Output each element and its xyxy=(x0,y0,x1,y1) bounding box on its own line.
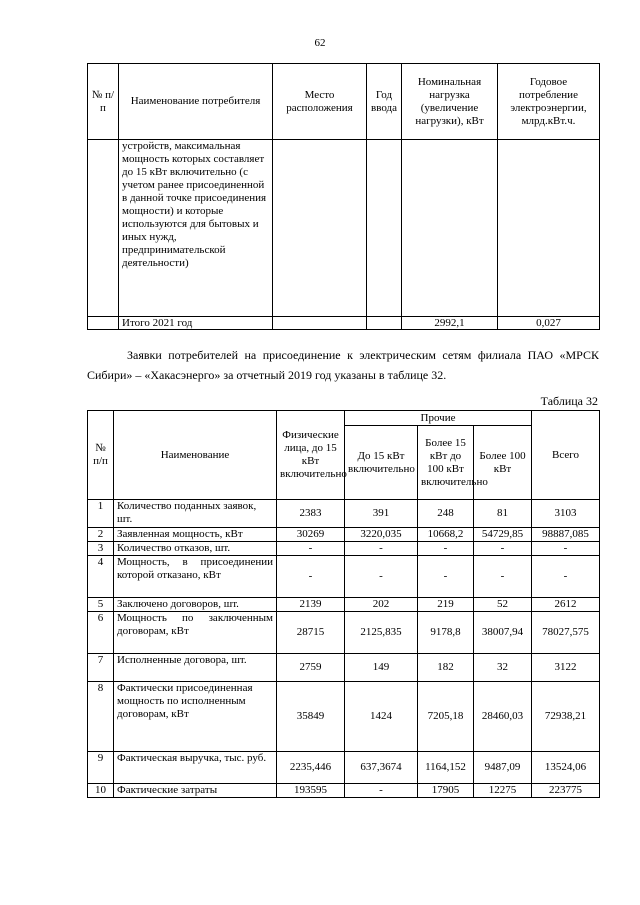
row-name: Фактические затраты xyxy=(114,784,277,798)
table-caption: Таблица 32 xyxy=(540,394,598,408)
row-total: 98887,085 xyxy=(532,528,600,542)
table-row xyxy=(88,500,600,528)
row-total: 78027,575 xyxy=(532,612,600,654)
cell-consumption xyxy=(498,140,600,317)
table-header-row xyxy=(88,411,600,426)
row-total: 3103 xyxy=(532,500,600,528)
header-consumer-name: Наименование потребителя xyxy=(119,64,273,140)
row-upto-15: - xyxy=(345,556,418,598)
row-upto-15: 149 xyxy=(345,654,418,682)
row-total: - xyxy=(532,542,600,556)
applications-table xyxy=(87,410,600,798)
row-name: Мощность по заключенным договорам, кВт xyxy=(114,612,277,654)
row-physical: 2759 xyxy=(277,654,345,682)
row-upto-15: - xyxy=(345,542,418,556)
row-total: - xyxy=(532,556,600,598)
row-15-100: 248 xyxy=(418,500,474,528)
row-physical: 2383 xyxy=(277,500,345,528)
row-over-100: 54729,85 xyxy=(474,528,532,542)
total-consumption: 0,027 xyxy=(498,317,600,330)
row-name: Заключено договоров, шт. xyxy=(114,598,277,612)
row-15-100: 182 xyxy=(418,654,474,682)
header-over-100: Более 100 кВт xyxy=(474,426,532,500)
row-total: 3122 xyxy=(532,654,600,682)
row-over-100: - xyxy=(474,556,532,598)
cell-location xyxy=(273,317,367,330)
header-total: Всего xyxy=(532,411,600,500)
row-upto-15: 3220,035 xyxy=(345,528,418,542)
row-upto-15: 202 xyxy=(345,598,418,612)
header-upto-15: До 15 кВт включительно xyxy=(345,426,418,500)
cell-num xyxy=(88,317,119,330)
row-num: 7 xyxy=(88,654,114,682)
header-name: Наименование xyxy=(114,411,277,500)
row-num: 4 xyxy=(88,556,114,598)
row-name: Исполненные договора, шт. xyxy=(114,654,277,682)
row-15-100: 17905 xyxy=(418,784,474,798)
applications-paragraph: Заявки потребителей на присоединение к электрическим сетям филиала ПАО «МРСК Сибири» – «Хакасэнерго» за отчетный 2019 год указаны в таблице 32. xyxy=(87,348,599,382)
row-over-100: - xyxy=(474,542,532,556)
header-num: № п/п xyxy=(88,64,119,140)
table-row xyxy=(88,528,600,542)
header-year: Год ввода xyxy=(367,64,402,140)
row-upto-15: 637,3674 xyxy=(345,752,418,784)
row-name: Количество отказов, шт. xyxy=(114,542,277,556)
row-15-100: 1164,152 xyxy=(418,752,474,784)
header-location: Место расположения xyxy=(273,64,367,140)
table-row xyxy=(88,140,600,317)
row-over-100: 52 xyxy=(474,598,532,612)
row-name: Заявленная мощность, кВт xyxy=(114,528,277,542)
row-15-100: 7205,18 xyxy=(418,682,474,752)
cell-num xyxy=(88,140,119,317)
header-15-100: Более 15 кВт до 100 кВт включительно xyxy=(418,426,474,500)
row-over-100: 32 xyxy=(474,654,532,682)
table-row xyxy=(88,598,600,612)
row-15-100: - xyxy=(418,542,474,556)
row-physical: 35849 xyxy=(277,682,345,752)
row-physical: 30269 xyxy=(277,528,345,542)
table-row xyxy=(88,542,600,556)
cell-year xyxy=(367,140,402,317)
row-over-100: 12275 xyxy=(474,784,532,798)
row-over-100: 38007,94 xyxy=(474,612,532,654)
total-load: 2992,1 xyxy=(402,317,498,330)
row-num: 5 xyxy=(88,598,114,612)
row-15-100: 219 xyxy=(418,598,474,612)
page-number: 62 xyxy=(314,37,326,49)
cell-consumer-desc: устройств, максимальная мощность которых составляет до 15 кВт включительно (с учетом ранее присоединенной в данной точке присоединения мощности) и которые используются для бытовых и иных нужд, предпринимательской деятельности) xyxy=(119,140,273,317)
row-num: 8 xyxy=(88,682,114,752)
row-num: 2 xyxy=(88,528,114,542)
row-over-100: 81 xyxy=(474,500,532,528)
header-other: Прочие xyxy=(345,411,532,426)
row-15-100: - xyxy=(418,556,474,598)
row-upto-15: 391 xyxy=(345,500,418,528)
row-physical: 193595 xyxy=(277,784,345,798)
row-physical: 2139 xyxy=(277,598,345,612)
row-total: 13524,06 xyxy=(532,752,600,784)
header-consumption: Годовое потребление электроэнергии, млрд.кВт.ч. xyxy=(498,64,600,140)
row-total: 223775 xyxy=(532,784,600,798)
row-num: 3 xyxy=(88,542,114,556)
header-load: Номинальная нагрузка (увеличение нагрузки), кВт xyxy=(402,64,498,140)
table-row xyxy=(88,654,600,682)
consumers-table xyxy=(87,63,600,330)
row-num: 9 xyxy=(88,752,114,784)
row-total: 72938,21 xyxy=(532,682,600,752)
row-physical: 2235,446 xyxy=(277,752,345,784)
row-name: Мощность, в присоединении которой отказано, кВт xyxy=(114,556,277,598)
row-upto-15: - xyxy=(345,784,418,798)
row-15-100: 9178,8 xyxy=(418,612,474,654)
header-physical: Физические лица, до 15 кВт включительно xyxy=(277,411,345,500)
row-num: 1 xyxy=(88,500,114,528)
table-row xyxy=(88,556,600,598)
row-name: Фактически присоединенная мощность по исполненным договорам, кВт xyxy=(114,682,277,752)
row-15-100: 10668,2 xyxy=(418,528,474,542)
cell-year xyxy=(367,317,402,330)
row-name: Количество поданных заявок, шт. xyxy=(114,500,277,528)
row-physical: 28715 xyxy=(277,612,345,654)
row-physical: - xyxy=(277,542,345,556)
row-over-100: 9487,09 xyxy=(474,752,532,784)
row-upto-15: 2125,835 xyxy=(345,612,418,654)
table-header-row xyxy=(88,64,600,140)
total-label: Итого 2021 год xyxy=(119,317,273,330)
row-num: 10 xyxy=(88,784,114,798)
cell-location xyxy=(273,140,367,317)
table-row xyxy=(88,752,600,784)
table-row xyxy=(88,682,600,752)
cell-load xyxy=(402,140,498,317)
table-row xyxy=(88,784,600,798)
row-name: Фактическая выручка, тыс. руб. xyxy=(114,752,277,784)
row-total: 2612 xyxy=(532,598,600,612)
total-row xyxy=(88,317,600,330)
row-over-100: 28460,03 xyxy=(474,682,532,752)
row-upto-15: 1424 xyxy=(345,682,418,752)
row-num: 6 xyxy=(88,612,114,654)
row-physical: - xyxy=(277,556,345,598)
header-num: № п/п xyxy=(88,411,114,500)
table-row xyxy=(88,612,600,654)
